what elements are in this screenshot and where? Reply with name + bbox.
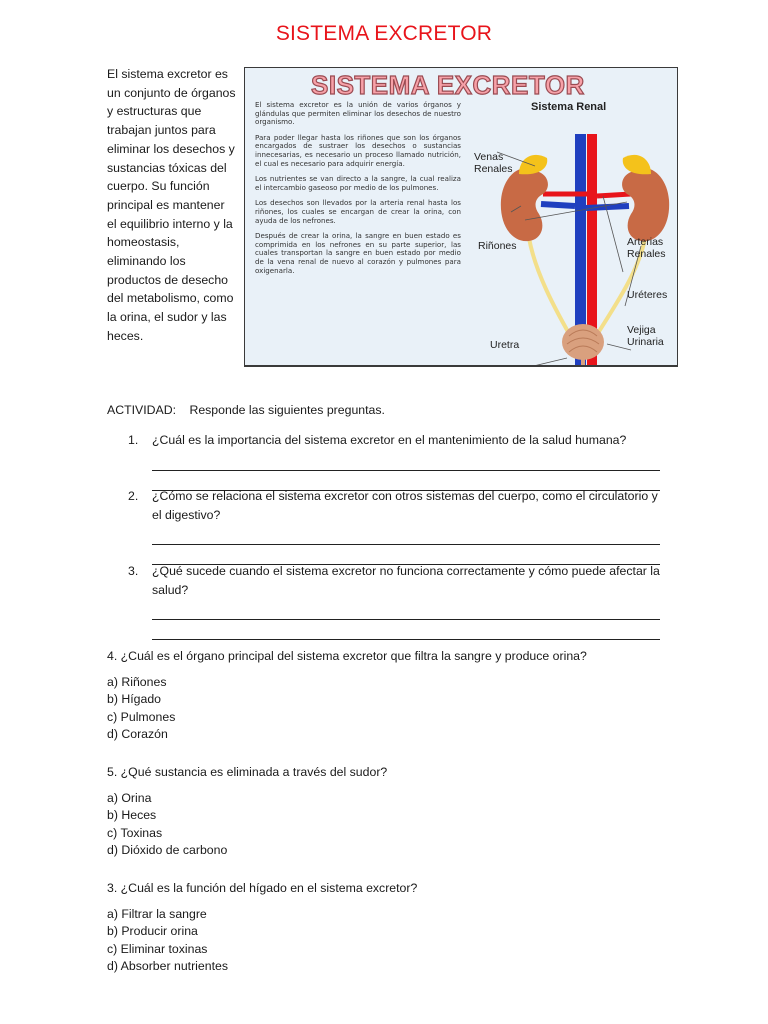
mcq-option: d) Dióxido de carbono xyxy=(107,843,228,857)
mcq-option: b) Heces xyxy=(107,808,157,822)
renal-artery-right xyxy=(597,194,631,196)
figure-title: SISTEMA EXCRETOR xyxy=(311,70,585,100)
mcq-option: d) Absorber nutrientes xyxy=(107,959,228,973)
open-question xyxy=(128,431,668,491)
label-venas-line1: Venas xyxy=(474,151,504,163)
answer-line[interactable] xyxy=(152,524,660,545)
question-number: 1. xyxy=(128,433,139,447)
open-question xyxy=(128,487,668,565)
multiple-choice-question xyxy=(107,880,417,976)
ureter-left xyxy=(529,238,575,344)
adrenal-gland-left xyxy=(519,155,547,174)
label-vejiga-line1: Vejiga xyxy=(627,324,656,336)
document-title: SISTEMA EXCRETOR xyxy=(275,22,493,45)
mcq-option: c) Pulmones xyxy=(107,709,176,724)
bladder xyxy=(562,324,604,360)
mcq-option: b) Hígado xyxy=(107,692,162,706)
multiple-choice-question xyxy=(107,648,587,744)
question-text: ¿Qué sucede cuando el sistema excretor no funciona correctamente y cómo puede afectar la salud? xyxy=(152,564,660,597)
adrenal-gland-right xyxy=(623,155,651,174)
question-number: 2. xyxy=(128,489,139,503)
label-arterias-line2: Renales xyxy=(627,248,666,260)
label-arterias-line1: Arterias xyxy=(627,236,664,248)
answer-line[interactable] xyxy=(152,620,660,640)
activity-instruction: Responde las siguientes preguntas. xyxy=(189,403,385,417)
label-ureteres: Uréteres xyxy=(627,289,668,301)
answer-line[interactable] xyxy=(152,450,660,471)
figure-paragraph: Los desechos son llevados por la arteria renal hasta los riñones, los cuales se encargan de crear la orina, con ayuda de los nefrones. xyxy=(255,198,461,225)
mcq-option: b) Producir orina xyxy=(107,924,198,938)
label-vejiga-urinaria xyxy=(627,324,664,348)
diagram-title: Sistema Renal xyxy=(531,101,607,113)
mcq-option: c) Eliminar toxinas xyxy=(107,941,208,956)
kidney-right xyxy=(622,168,669,241)
kidney-left xyxy=(501,168,548,241)
question-text: ¿Cómo se relaciona el sistema excretor con otros sistemas del cuerpo, como el circulatorio y el digestivo? xyxy=(152,489,658,522)
pointer-uretra xyxy=(521,358,567,367)
intro-paragraph: El sistema excretor es un conjunto de órganos y estructuras que trabajan juntos para eliminar los desechos y sustancias tóxicas del cuerpo. Su función principal es mantener el equilibrio interno y la homeostasis, eliminando los productos de desecho del metabolismo, como la orina, el sudor y las heces. xyxy=(107,67,236,343)
mcq-question-text: 5. ¿Qué sustancia es eliminada a través del sudor? xyxy=(107,765,388,779)
label-uretra: Uretra xyxy=(490,339,520,351)
mcq-question-text: 3. ¿Cuál es la función del hígado en el sistema excretor? xyxy=(107,881,418,895)
question-number: 3. xyxy=(128,564,139,578)
answer-line[interactable] xyxy=(152,599,660,620)
label-arterias-renales xyxy=(627,236,666,260)
question-text: ¿Cuál es la importancia del sistema excretor en el mantenimiento de la salud humana? xyxy=(152,433,627,447)
activity-label: ACTIVIDAD: xyxy=(107,403,177,417)
mcq-question-text: 4. ¿Cuál es el órgano principal del sistema excretor que filtra la sangre y produce orina? xyxy=(107,649,587,663)
figure-paragraph: Los nutrientes se van directo a la sangre, la cual realiza el intercambio gaseoso por medio de los pulmones. xyxy=(255,174,461,192)
activity-heading xyxy=(107,403,385,417)
multiple-choice-question xyxy=(107,764,387,860)
label-vejiga-line2: Urinaria xyxy=(627,336,664,348)
mcq-option: d) Corazón xyxy=(107,727,168,741)
urethra xyxy=(581,358,585,367)
figure-paragraph: Después de crear la orina, la sangre en buen estado es comprimida en los nefrones en su parte superior, las cuales transportan la sangre en buen estado por medio de la vena renal de nuevo al corazón y pulmones para oxigenarla. xyxy=(255,231,461,275)
renal-system-diagram xyxy=(463,96,678,367)
figure-paragraph: Para poder llegar hasta los riñones que son los órganos encargados de sustraer los desechos o sustancias innecesarias, es necesario un proceso llamado nutrición, el cual es necesario para adquirir energía. xyxy=(255,132,461,168)
renal-vein-left xyxy=(541,204,575,206)
mcq-option: a) Riñones xyxy=(107,674,167,689)
label-venas-line2: Renales xyxy=(474,163,513,175)
mcq-option: a) Orina xyxy=(107,790,152,805)
label-venas-renales xyxy=(474,151,513,175)
figure-paragraph: El sistema excretor es la unión de varios órganos y glándulas que permiten eliminar los desechos de nuestro organismo. xyxy=(255,100,461,127)
mcq-option: c) Toxinas xyxy=(107,825,163,840)
open-question xyxy=(128,562,668,640)
excretory-system-figure xyxy=(244,67,678,367)
figure-text xyxy=(255,101,461,282)
mcq-option: a) Filtrar la sangre xyxy=(107,906,207,921)
label-rinones: Riñones xyxy=(478,240,517,252)
